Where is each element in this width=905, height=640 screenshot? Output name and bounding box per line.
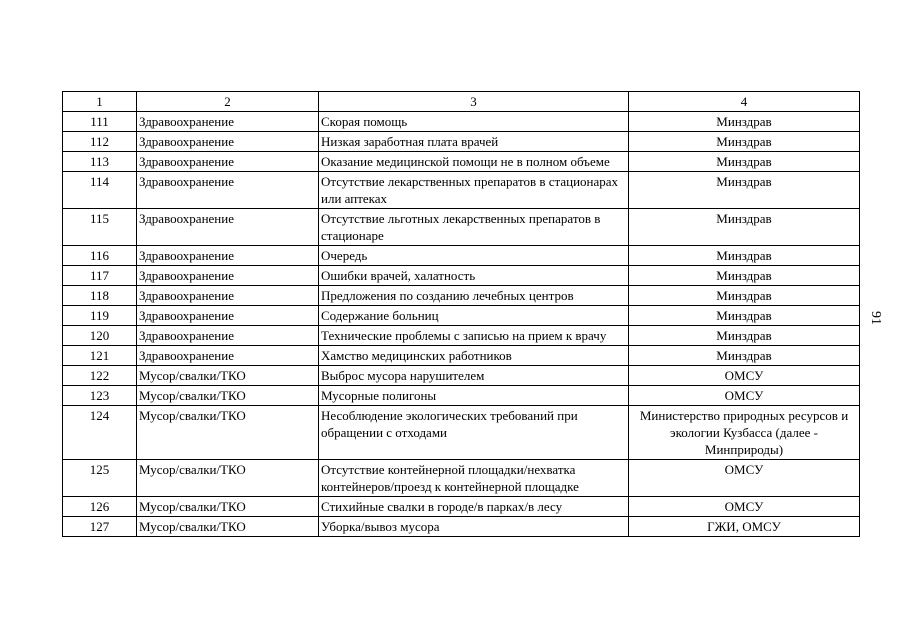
- row-number-cell: 125: [63, 460, 137, 497]
- category-cell: Здравоохранение: [137, 112, 319, 132]
- table-row: [63, 497, 860, 517]
- table-row: [63, 112, 860, 132]
- issue-cell: Скорая помощь: [319, 112, 629, 132]
- row-number-cell: 112: [63, 132, 137, 152]
- table-row: [63, 386, 860, 406]
- agency-cell: Минздрав: [629, 172, 860, 209]
- category-cell: Мусор/свалки/ТКО: [137, 386, 319, 406]
- issue-cell: Очередь: [319, 246, 629, 266]
- table-row: [63, 306, 860, 326]
- issue-cell: Уборка/вывоз мусора: [319, 517, 629, 537]
- category-cell: Мусор/свалки/ТКО: [137, 406, 319, 460]
- agency-cell: ОМСУ: [629, 497, 860, 517]
- agency-cell: Минздрав: [629, 306, 860, 326]
- row-number-cell: 118: [63, 286, 137, 306]
- issue-cell: Технические проблемы с записью на прием к врачу: [319, 326, 629, 346]
- table-row: [63, 366, 860, 386]
- table-row: [63, 266, 860, 286]
- document-table: [62, 91, 860, 537]
- agency-cell: ОМСУ: [629, 386, 860, 406]
- header-cell: 3: [319, 92, 629, 112]
- category-cell: Здравоохранение: [137, 209, 319, 246]
- issue-cell: Стихийные свалки в городе/в парках/в лесу: [319, 497, 629, 517]
- category-cell: Здравоохранение: [137, 246, 319, 266]
- table-body: [63, 112, 860, 537]
- category-cell: Здравоохранение: [137, 306, 319, 326]
- row-number-cell: 122: [63, 366, 137, 386]
- row-number-cell: 117: [63, 266, 137, 286]
- agency-cell: Минздрав: [629, 246, 860, 266]
- table-row: [63, 460, 860, 497]
- issue-cell: Низкая заработная плата врачей: [319, 132, 629, 152]
- table-row: [63, 172, 860, 209]
- issue-cell: Ошибки врачей, халатность: [319, 266, 629, 286]
- row-number-cell: 126: [63, 497, 137, 517]
- row-number-cell: 119: [63, 306, 137, 326]
- row-number-cell: 121: [63, 346, 137, 366]
- category-cell: Здравоохранение: [137, 132, 319, 152]
- row-number-cell: 116: [63, 246, 137, 266]
- table-row: [63, 406, 860, 460]
- agency-cell: Минздрав: [629, 266, 860, 286]
- header-cell: 2: [137, 92, 319, 112]
- agency-cell: Минздрав: [629, 112, 860, 132]
- category-cell: Здравоохранение: [137, 346, 319, 366]
- table-row: [63, 517, 860, 537]
- agency-cell: ОМСУ: [629, 366, 860, 386]
- agency-cell: Минздрав: [629, 132, 860, 152]
- table-row: [63, 209, 860, 246]
- category-cell: Мусор/свалки/ТКО: [137, 366, 319, 386]
- page-number: 91: [868, 311, 883, 325]
- issue-cell: Оказание медицинской помощи не в полном объеме: [319, 152, 629, 172]
- row-number-cell: 115: [63, 209, 137, 246]
- row-number-cell: 123: [63, 386, 137, 406]
- category-cell: Мусор/свалки/ТКО: [137, 497, 319, 517]
- table-row: [63, 286, 860, 306]
- issue-cell: Предложения по созданию лечебных центров: [319, 286, 629, 306]
- row-number-cell: 127: [63, 517, 137, 537]
- row-number-cell: 113: [63, 152, 137, 172]
- issue-cell: Выброс мусора нарушителем: [319, 366, 629, 386]
- category-cell: Здравоохранение: [137, 286, 319, 306]
- issue-cell: Несоблюдение экологических требований при обращении с отходами: [319, 406, 629, 460]
- issue-cell: Хамство медицинских работников: [319, 346, 629, 366]
- issue-cell: Мусорные полигоны: [319, 386, 629, 406]
- agency-cell: Министерство природных ресурсов и экологии Кузбасса (далее - Минприроды): [629, 406, 860, 460]
- issue-cell: Отсутствие лекарственных препаратов в стационарах или аптеках: [319, 172, 629, 209]
- table-row: [63, 326, 860, 346]
- category-cell: Мусор/свалки/ТКО: [137, 517, 319, 537]
- row-number-cell: 124: [63, 406, 137, 460]
- category-cell: Здравоохранение: [137, 152, 319, 172]
- category-cell: Здравоохранение: [137, 266, 319, 286]
- agency-cell: ГЖИ, ОМСУ: [629, 517, 860, 537]
- category-cell: Здравоохранение: [137, 172, 319, 209]
- agency-cell: Минздрав: [629, 209, 860, 246]
- table-row: [63, 132, 860, 152]
- issue-cell: Отсутствие контейнерной площадки/нехватка контейнеров/проезд к контейнерной площадке: [319, 460, 629, 497]
- issue-cell: Отсутствие льготных лекарственных препаратов в стационаре: [319, 209, 629, 246]
- row-number-cell: 120: [63, 326, 137, 346]
- table-row: [63, 246, 860, 266]
- agency-cell: ОМСУ: [629, 460, 860, 497]
- category-cell: Мусор/свалки/ТКО: [137, 460, 319, 497]
- header-cell: 1: [63, 92, 137, 112]
- table-row: [63, 152, 860, 172]
- issue-cell: Содержание больниц: [319, 306, 629, 326]
- header-cell: 4: [629, 92, 860, 112]
- row-number-cell: 111: [63, 112, 137, 132]
- header-row: [63, 92, 860, 112]
- agency-cell: Минздрав: [629, 152, 860, 172]
- agency-cell: Минздрав: [629, 286, 860, 306]
- agency-cell: Минздрав: [629, 326, 860, 346]
- row-number-cell: 114: [63, 172, 137, 209]
- agency-cell: Минздрав: [629, 346, 860, 366]
- table-row: [63, 346, 860, 366]
- category-cell: Здравоохранение: [137, 326, 319, 346]
